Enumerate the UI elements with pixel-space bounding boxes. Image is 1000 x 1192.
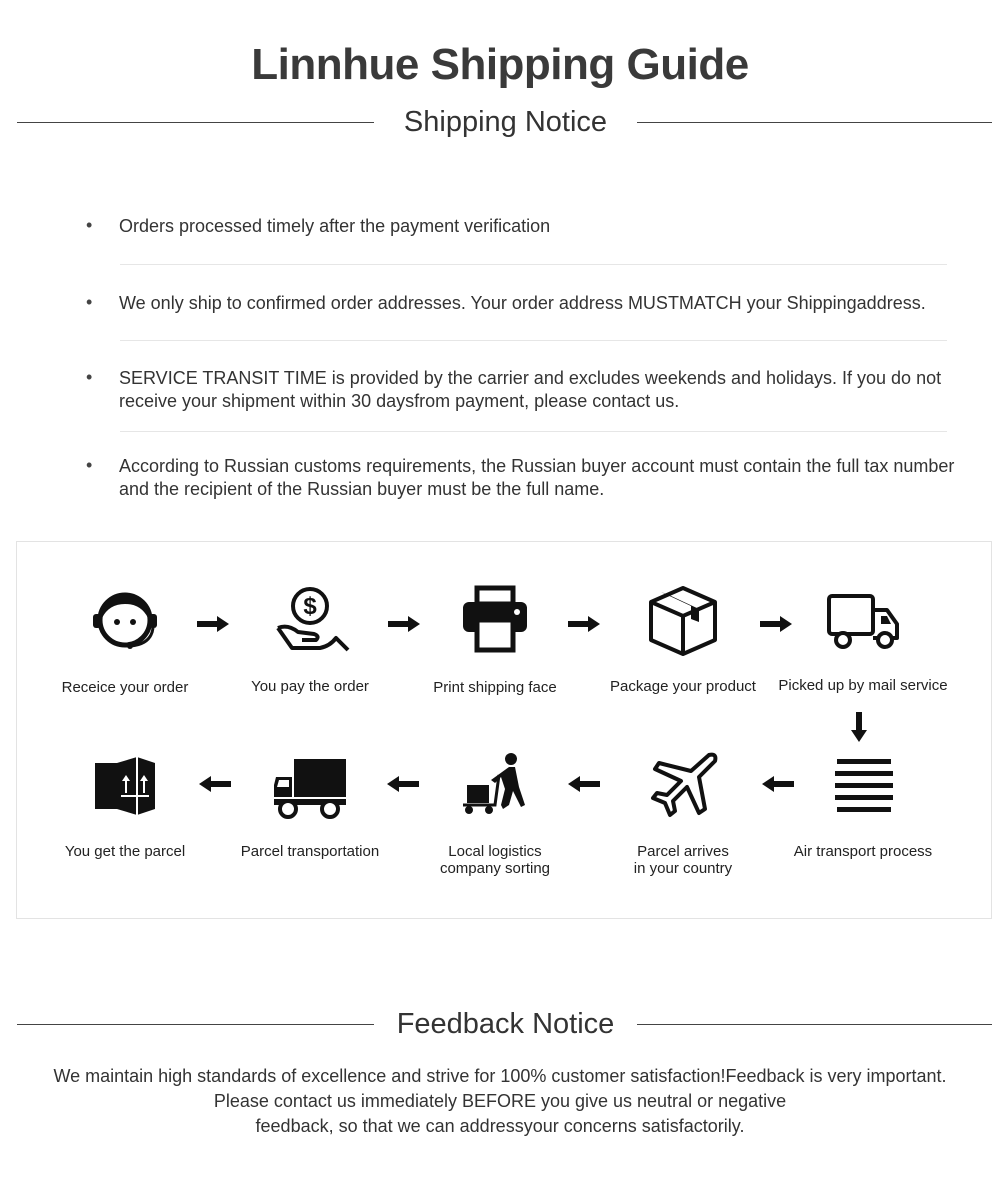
arrow-right-icon	[197, 616, 229, 632]
feedback-line: Please contact us immediately BEFORE you give us neutral or negative	[213, 1091, 787, 1111]
shipping-notice-header	[0, 102, 1000, 142]
header-rule-left	[17, 1024, 374, 1025]
parcel-received-icon	[85, 747, 165, 827]
step-label: You pay the order	[251, 678, 369, 695]
bullet-icon: •	[86, 455, 93, 475]
bullet-icon: •	[86, 292, 93, 312]
arrow-left-icon	[387, 776, 419, 792]
svg-text:$: $	[303, 593, 317, 620]
header-rule-left	[17, 122, 374, 123]
notice-divider	[120, 340, 947, 341]
page-title: Linnhue Shipping Guide	[251, 40, 749, 89]
arrow-left-icon	[762, 776, 794, 792]
step-label: You get the parcel	[64, 843, 186, 860]
notice-divider	[120, 431, 947, 432]
header-rule-right	[637, 1024, 992, 1025]
feedback-notice-header	[0, 1004, 1000, 1044]
step-label: Picked up by mail service	[778, 677, 948, 694]
coin-hand-icon	[270, 582, 350, 662]
step-label: Print shipping face	[433, 679, 557, 696]
bullet-icon: •	[86, 215, 93, 235]
headset-agent-icon	[85, 582, 165, 662]
arrow-right-icon	[568, 616, 600, 632]
feedback-line: We maintain high standards of excellence and strive for 100% customer satisfaction!Feedback is very important.	[53, 1066, 947, 1086]
feedback-line: feedback, so that we can addressyour concerns satisfactorily.	[255, 1116, 745, 1136]
notice-text: Orders processed timely after the payment verification	[119, 216, 551, 236]
shipping-notice-heading: Shipping Notice	[403, 106, 608, 138]
delivery-truck-icon	[823, 582, 903, 662]
notice-divider	[120, 264, 947, 265]
step-label: Receice your order	[61, 679, 189, 696]
header-rule-right	[637, 122, 992, 123]
cargo-truck-icon	[270, 747, 350, 827]
shipping-process-panel	[16, 541, 992, 919]
step-label: Parcel arrives in your country	[633, 843, 733, 877]
hand-cart-worker-icon	[455, 747, 535, 827]
step-label: Local logistics company sorting	[439, 843, 551, 877]
arrow-right-icon	[388, 616, 420, 632]
stacked-lines-icon	[823, 747, 903, 827]
bullet-icon: •	[86, 367, 93, 387]
feedback-paragraph	[20, 1064, 980, 1139]
step-label: Air transport process	[793, 843, 933, 860]
arrow-left-icon	[199, 776, 231, 792]
airplane-icon	[643, 747, 723, 827]
step-label: Package your product	[610, 678, 756, 695]
arrow-left-icon	[568, 776, 600, 792]
arrow-right-icon	[760, 616, 792, 632]
feedback-notice-heading: Feedback Notice	[396, 1008, 615, 1040]
printer-icon	[455, 582, 535, 662]
step-label: Parcel transportation	[240, 843, 380, 860]
package-box-icon	[643, 582, 723, 662]
notice-text: SERVICE TRANSIT TIME is provided by the carrier and excludes weekends and holidays. If you do not receive your shipment within 30 daysfrom payment, please contact us.	[119, 368, 942, 411]
notice-text: We only ship to confirmed order addresses. Your order address MUSTMATCH your Shippingaddress.	[119, 293, 926, 313]
arrow-down-icon	[851, 712, 867, 742]
notice-text: According to Russian customs requirements, the Russian buyer account must contain the full tax number and the recipient of the Russian buyer must be the full name.	[119, 456, 955, 499]
